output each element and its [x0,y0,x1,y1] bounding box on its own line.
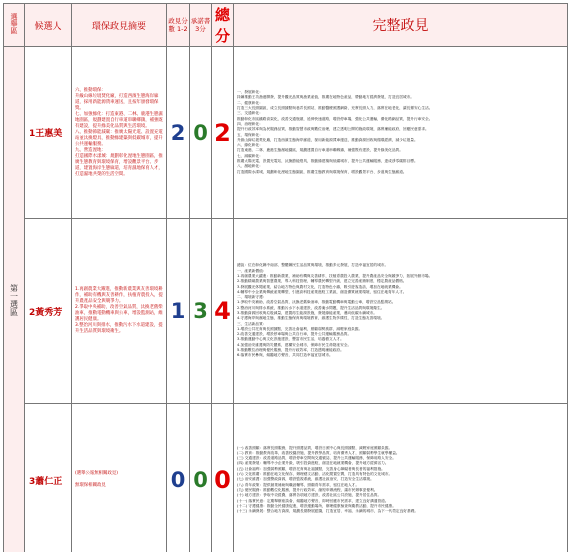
header-policy-score: 政見分數 1-2 [167,4,190,47]
header-summary: 環保政見摘要 [72,4,167,47]
district-cell: 第一選區 [4,47,25,552]
table-row [4,219,568,404]
policy-score: 0 [167,404,190,552]
full-policy-text: 總說：位在彰化縣中南部，整體縣民生活品質與環境，推動多元發展，打造幸福宜居的城市。 一、產業新價值： 1.再創農業大躍進：推動新農業，補助有機與友善耕作，扶植青農投入農業，提升農產品安全與競爭力，拓展外銷市場。 2.推動精緻農業與智慧農業，導入科技管理，輔導農民轉型升級，建立完善產銷制度，穩定農產品價格。 3.發展觀光休閒產業，結合地方特色與農村文化，打造特色小鎮，吸引遊客造訪，增加在地就業機會。 4.輔導中小企業與傳統產業轉型，引進高科技產業進駐工業區，創造優質就業環境，留住在地青年人才。 二、環境新守護： 1.爭取中央補助，改善空氣品質，汰換老舊柴油車，推動電動機車與電動公車，增設空品監測站。 2.整治河川與排水系統，推動污水下水道建設，改善淹水問題，提升生活品質與環境衛生。 3.推動資源回收與垃圾減量，建置再生能源設施，發展綠能產業，邁向低碳永續城市。 4.守護海岸與濕地生態，推動生態保育與環境教育，維護生物多樣性，打造生態友善環境。 三、生活新品質： 1.增設公共托育與長照據點，完善社會福利，照顧弱勢族群，減輕家庭負擔。 2.改善交通建設，增設停車場與公共自行車，提升公共運輸服務品質。 3.推動運動中心與文化設施建設，豐富市民生活，培養藝文人才。 4.加強治安維護與防災體系，建構安全城市，保障市民生命財產安全。 5.推動數位治理與便民服務，提升行政效率，打造透明廉能政府。 6.落實市民參與，傾聽地方聲音，共同打造幸福宜居城市。 [237,263,433,358]
summary-text: 六、推動環保： 升級山線垃圾焚化廠，打造西濱生態海岸廊道，採用新能源貨車運送，且按年頒發環保獎。 七、加強綠化：打造東港、二林、鹿港生態濕地園區，規劃建置自行車道串聯鄉鎮，補強既有建設，提升綠美化品質與生活環境。 八、推動節能減碳：推廣太陽光電、設置充電站並汰換燈具，推動綠建築與低碳城市，提升公共運輸服務。 九、營造溼地： 打造國際水漾城：規劃彰化溼地生態園區，推廣生態教育與環境保育，增設觀景平台、步道，建置海岸生態廊道，培育濕地保育人才，打造濕地共榮的生活空間。 [75,87,163,177]
policy-table [3,3,568,552]
commitment-score: 0 [190,404,212,552]
commitment-score: 3 [190,219,212,404]
full-policy-text: (一) 改善照顧：落實長照服務，提升照護品質，增設日照中心與長照據點，減輕家庭照顧負擔。 (二) 教育：推動教育改革，改善校園設施，提升教學品質，培育優秀人才，照顧弱勢學生就學權益。 (三) 交通建設：改善道路品質，增設停車空間與交通號誌，提升公共運輸服務，保障用路人安全。 (四) 產業發展：輔導中小企業升級，吸引投資進駐，創造在地就業機會，提升地方經濟活力。 (五) 社會福利：加強弱勢照顧，增設托育與社福據點，完善身心障礙者與長者的福利措施。 (六) 文化推廣：推動在地文化保存，辦理藝文活動，活化閒置空間，打造具有特色的文化城市。 (七) 治安維護：加強警政資源，增設監視系統，維護社區治安，打造安全生活環境。 (八) 青年政策：提供創業補助與職涯輔導，照顧青年需求，留住在地人才。 (九) 便民服務：推動數位化服務，提升行政效率，縮短申辦流程，讓市民辦事更便利。 (十) 地方建設：爭取中央經費，落實各項地方建設，改善社區公共設施，提升居住品質。 (十一) 落實民意：定期舉辦座談會，傾聽地方聲音，即時回應市民需求，建立良好溝通管道。 (十二) 守護健康：推動全民健康促進，增設運動場所，辦理健康檢查與衛教活動，提升市民健康。 (十三) 永續發展：整合地方資源，規劃長期發展藍圖，打造宜居、幸福、永續的城市，為下一代奠定良好基礎。 [237,445,419,514]
candidate-name: 3蕭仁正 [25,404,72,552]
commitment-score: 0 [190,47,212,219]
full-policy-cell [234,404,568,552]
total-score: 0 [212,404,234,552]
policy-score: 2 [167,47,190,219]
candidate-name: 2黃秀芳 [25,219,72,404]
full-policy-cell [234,47,568,219]
header-total: 總分 [212,4,234,47]
summary-cell [72,47,167,219]
summary-text: (選舉公報無相關政見) 無環保相關政見 [75,471,118,488]
table-row [4,404,568,552]
summary-text: 1.再創農業大躍進，推動新農業與友善環境耕作，補助有機與友善耕作，扶植青農投入，提升農產品安全與競爭力。 2.爭取中央補助，改善空氣品質，汰換老舊柴油車，推動電動機車與公車，增設監測站，維護居民健康。 3.整治河川與排水，推動污水下水道建設，提升生活品質與環境衛生。 [75,287,163,334]
table-row [4,47,568,219]
header-district: 選舉區 [4,4,25,47]
full-policy-text: 一、發展彰化： 持續推動王功漁港開發，提升觀光品質與漁業產值，推廣在地特色產品，帶動地方經濟發展，打造宜居城市。 二、健康彰化： 打造三大長照園區，成立長照據點與巷弄長照站，推動醫療照護網絡，充實長照人力，落實在地老化，讓長輩安心生活。 三、交通彰化： 推動彰化市區鐵路高架化，改善交通瓶頸，延伸快速道路，增設停車場，強化公共運輸，優化路網品質，提升行車安全。 四、治理彰化： 提升行政效率與為民服務品質，推動智慧市政與數位治理，建立透明公開的施政環境，落實廉能政府，回應民意需求。 五、環保彰化： 升級山線垃圾焚化廠，打造西濱生態海岸廊道，採用新能源貨車運送，推動資源回收與循環經濟，減少垃圾量。 六、綠化彰化： 打造東港、二林、鹿港生態濕地園區，規劃建置自行車道串聯鄉鎮，補強既有建設，提升綠美化品質。 七、減碳彰化： 推廣太陽光電，設置充電站，汰換節能燈具，推動綠建築與低碳城市，提升公共運輸服務，達成淨零碳排目標。 八、濕地彰化： 打造國際水漾城，規劃彰化溼地生態園區，推廣生態教育與環境保育，增設觀景平台、步道與生態廊道。 [237,90,433,174]
policy-score: 1 [167,219,190,404]
candidate-name: 1王惠美 [25,47,72,219]
header-row [4,4,568,47]
total-score: 2 [212,47,234,219]
total-score: 4 [212,219,234,404]
summary-cell [72,404,167,552]
header-commitment-score: 承諾書 3分 [190,4,212,47]
header-candidate: 候選人 [25,4,72,47]
full-policy-cell [234,219,568,404]
header-full-policy: 完整政見 [234,4,568,47]
summary-cell [72,219,167,404]
